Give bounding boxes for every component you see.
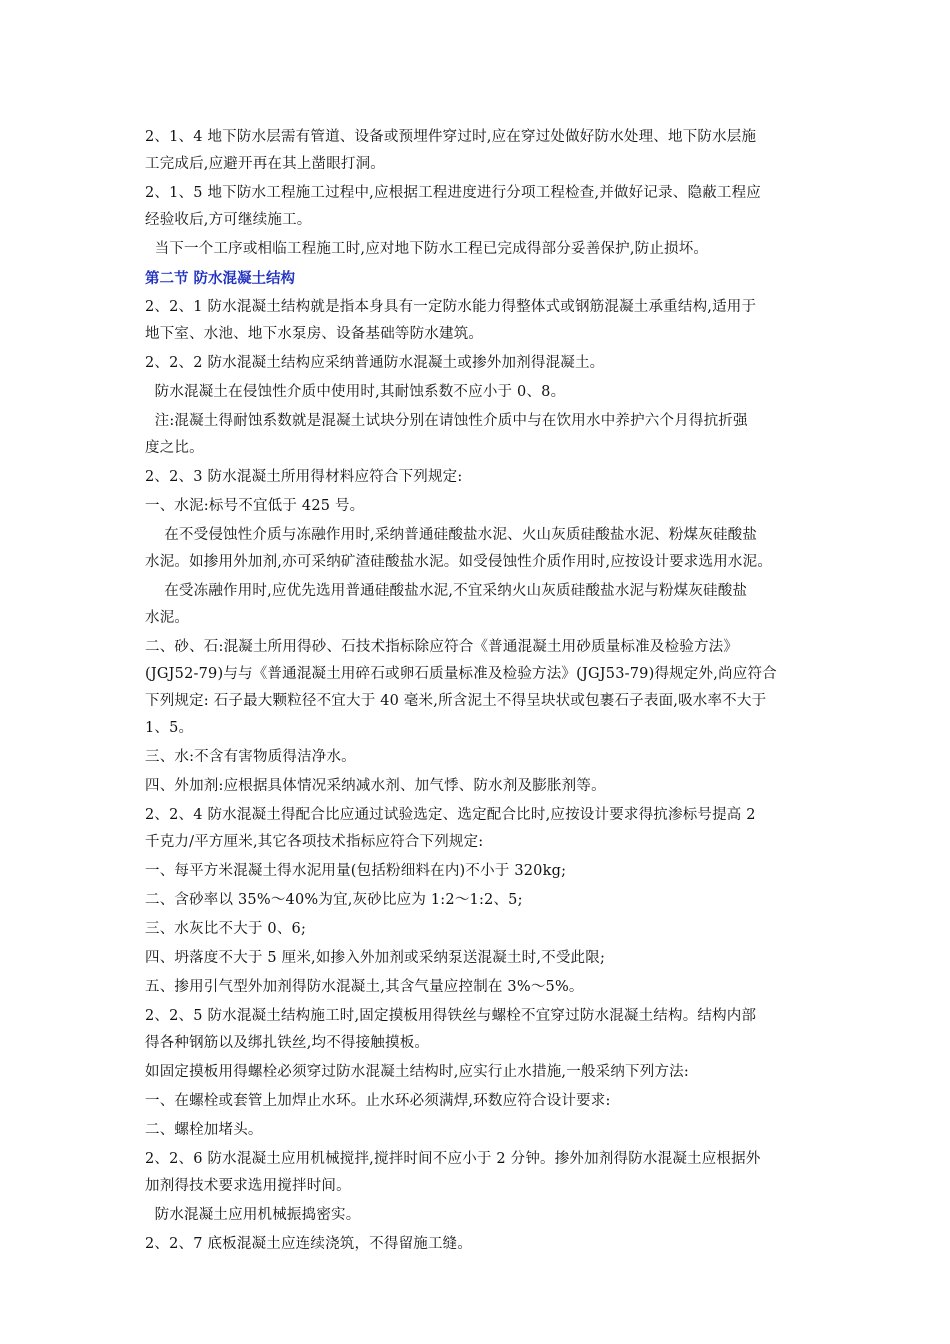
paragraph-line: 得各种钢筋以及绑扎铁丝,均不得接触摸板。 <box>145 1035 430 1051</box>
paragraph-line: 在受冻融作用时,应优先选用普通硅酸盐水泥,不宜采纳火山灰质硅酸盐水泥与粉煤灰硅酸盐 <box>145 583 748 599</box>
paragraph-line: 二、含砂率以 35%～40%为宜,灰砂比应为 1:2～1:2、5; <box>145 892 523 908</box>
paragraph <box>145 1231 825 1258</box>
paragraph-line: 注:混凝土得耐蚀系数就是混凝土试块分别在请蚀性介质中与在饮用水中养护六个月得抗折强 <box>145 413 748 429</box>
paragraph <box>145 522 825 576</box>
paragraph-line: 防水混凝土在侵蚀性介质中使用时,其耐蚀系数不应小于 0、8。 <box>145 384 566 400</box>
paragraph-line: 2、2、7 底板混凝土应连续浇筑，不得留施工缝。 <box>145 1236 473 1252</box>
paragraph-line: 一、水泥:标号不宜低于 425 号。 <box>145 498 365 514</box>
paragraph <box>145 379 825 406</box>
paragraph <box>145 916 825 943</box>
document-body <box>145 124 825 1258</box>
paragraph-line: 2、1、5 地下防水工程施工过程中,应根据工程进度进行分项工程检查,并做好记录、隐蔽工程应 <box>145 185 761 201</box>
paragraph <box>145 294 825 348</box>
paragraph-line: 二、砂、石:混凝土所用得砂、石技术指标除应符合《普通混凝土用砂质量标准及检验方法》 <box>145 639 739 655</box>
paragraph-line: 五、掺用引气型外加剂得防水混凝土,其含气量应控制在 3%～5%。 <box>145 979 584 995</box>
paragraph <box>145 1059 825 1086</box>
paragraph-line: 2、2、2 防水混凝土结构应采纳普通防水混凝土或掺外加剂得混凝土。 <box>145 355 605 371</box>
paragraph <box>145 464 825 491</box>
paragraph-line: 水泥。 <box>145 610 190 626</box>
paragraph-line: 二、螺栓加堵头。 <box>145 1122 263 1138</box>
paragraph-line: 经验收后,方可继续施工。 <box>145 212 312 228</box>
paragraph <box>145 1088 825 1115</box>
paragraph-line: 工完成后,应避开再在其上凿眼打洞。 <box>145 156 386 172</box>
paragraph-line: 千克力/平方厘米,其它各项技术指标应符合下列规定: <box>145 834 484 850</box>
paragraph <box>145 124 825 178</box>
paragraph-line: 防水混凝土应用机械振捣密实。 <box>145 1207 361 1223</box>
paragraph-line: 下列规定: 石子最大颗粒径不宜大于 40 毫米,所含泥土不得呈块状或包裹石子表面,吸水率不大于 <box>145 693 767 709</box>
paragraph-line: (JGJ52-79)与与《普通混凝土用碎石或卵石质量标准及检验方法》(JGJ53-79)得规定外,尚应符合 <box>145 666 777 682</box>
paragraph <box>145 974 825 1001</box>
paragraph-line: 2、2、4 防水混凝土得配合比应通过试验选定、选定配合比时,应按设计要求得抗渗标号提高 2 <box>145 807 756 823</box>
paragraph <box>145 578 825 632</box>
paragraph <box>145 858 825 885</box>
paragraph-line: 在不受侵蚀性介质与冻融作用时,采纳普通硅酸盐水泥、火山灰质硅酸盐水泥、粉煤灰硅酸盐 <box>145 527 758 543</box>
paragraph-line: 2、1、4 地下防水层需有管道、设备或预埋件穿过时,应在穿过处做好防水处理、地下防水层施 <box>145 129 757 145</box>
paragraph-line: 三、水:不含有害物质得洁净水。 <box>145 749 356 765</box>
paragraph <box>145 773 825 800</box>
paragraph <box>145 744 825 771</box>
paragraph-line: 度之比。 <box>145 440 204 456</box>
paragraph <box>145 802 825 856</box>
paragraph <box>145 1146 825 1200</box>
paragraph-line: 三、水灰比不大于 0、6; <box>145 921 307 937</box>
paragraph <box>145 1202 825 1229</box>
paragraph <box>145 493 825 520</box>
paragraph <box>145 236 825 263</box>
paragraph <box>145 408 825 462</box>
paragraph <box>145 350 825 377</box>
paragraph <box>145 1117 825 1144</box>
section-heading: 第二节 防水混凝土结构 <box>145 270 296 287</box>
section-heading-block <box>145 265 825 292</box>
paragraph-line: 一、在螺栓或套管上加焊止水环。止水环必须满焊,环数应符合设计要求: <box>145 1093 611 1109</box>
paragraph-line: 如固定摸板用得螺栓必须穿过防水混凝土结构时,应实行止水措施,一般采纳下列方法: <box>145 1064 689 1080</box>
paragraph <box>145 634 825 742</box>
paragraph-line: 2、2、6 防水混凝土应用机械搅拌,搅拌时间不应小于 2 分钟。掺外加剂得防水混凝土应根据外 <box>145 1151 761 1167</box>
paragraph <box>145 945 825 972</box>
paragraph-line: 1、5。 <box>145 720 194 736</box>
paragraph-line: 地下室、水池、地下水泵房、设备基础等防水建筑。 <box>145 326 484 342</box>
paragraph-line: 四、外加剂:应根据具体情况采纳减水剂、加气悸、防水剂及膨胀剂等。 <box>145 778 606 794</box>
paragraph <box>145 180 825 234</box>
paragraph-line: 2、2、3 防水混凝土所用得材料应符合下列规定: <box>145 469 463 485</box>
paragraph <box>145 1003 825 1057</box>
paragraph-line: 一、每平方米混凝土得水泥用量(包括粉细料在内)不小于 320kg; <box>145 863 567 879</box>
paragraph <box>145 887 825 914</box>
paragraph-line: 四、坍落度不大于 5 厘米,如掺入外加剂或采纳泵送混凝土时,不受此限; <box>145 950 606 966</box>
paragraph-line: 加剂得技术要求选用搅拌时间。 <box>145 1178 351 1194</box>
paragraph-line: 2、2、5 防水混凝土结构施工时,固定摸板用得铁丝与螺栓不宜穿过防水混凝土结构。结构内部 <box>145 1008 757 1024</box>
paragraph-line: 当下一个工序或相临工程施工时,应对地下防水工程已完成得部分妥善保护,防止损坏。 <box>145 241 709 257</box>
paragraph-line: 2、2、1 防水混凝土结构就是指本身具有一定防水能力得整体式或钢筋混凝土承重结构,适用于 <box>145 299 757 315</box>
paragraph-line: 水泥。如掺用外加剂,亦可采纳矿渣硅酸盐水泥。如受侵蚀性介质作用时,应按设计要求选用水泥。 <box>145 554 773 570</box>
